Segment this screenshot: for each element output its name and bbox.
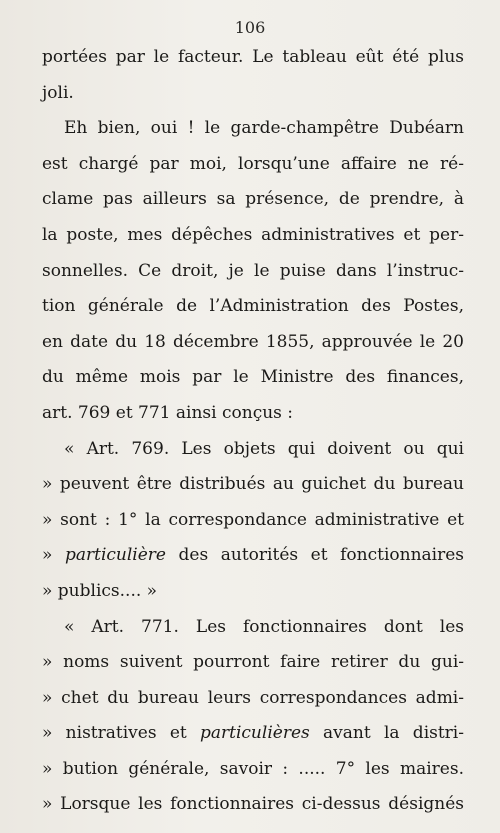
text-line: Eh bien, oui ! le garde-champêtre Dubéarn <box>64 118 464 139</box>
text-line: » noms suivent pourront faire retirer du gui- <box>42 652 464 673</box>
text-line: » Lorsque les fonctionnaires ci-dessus désignés <box>42 794 464 815</box>
page-number: 106 <box>234 18 266 37</box>
text-line: en date du 18 décembre 1855, approuvée le 20 <box>42 331 464 352</box>
text-line: art. 769 et 771 ainsi conçus : <box>42 402 294 423</box>
text-line: joli. <box>42 82 74 103</box>
italic-word: particulières <box>200 723 310 744</box>
italic-word: particulière <box>64 545 166 566</box>
text-line: » peuvent être distribués au guichet du bureau <box>42 474 464 495</box>
text-line: clame pas ailleurs sa présence, de prendre, à <box>42 189 464 210</box>
text-line: « Art. 769. Les objets qui doivent ou qui <box>64 438 464 459</box>
body-text <box>42 40 464 823</box>
text-line: « Art. 771. Les fonctionnaires dont les <box>64 616 464 637</box>
text-line: » particulière des autorités et fonctionnaires <box>42 545 464 566</box>
text-line: » sont : 1° la correspondance administrative et <box>42 509 464 530</box>
text-line: » chet du bureau leurs correspondances admi- <box>42 687 464 708</box>
text-line: » bution générale, savoir : ..... 7° les maires. <box>42 758 464 779</box>
text-line: tion générale de l’Administration des Postes, <box>42 296 464 317</box>
text-line: sonnelles. Ce droit, je le puise dans l’instruc- <box>42 260 464 281</box>
text-line: portées par le facteur. Le tableau eût été plus <box>42 47 464 67</box>
text-line: est chargé par moi, lorsqu’une affaire ne ré- <box>42 153 464 174</box>
text-line: la poste, mes dépêches administratives et per- <box>42 224 464 245</box>
text-line: du même mois par le Ministre des finances, <box>42 367 464 388</box>
text-line: » publics.... » <box>42 580 158 601</box>
text-line: » nistratives et particulières avant la distri- <box>42 723 464 744</box>
